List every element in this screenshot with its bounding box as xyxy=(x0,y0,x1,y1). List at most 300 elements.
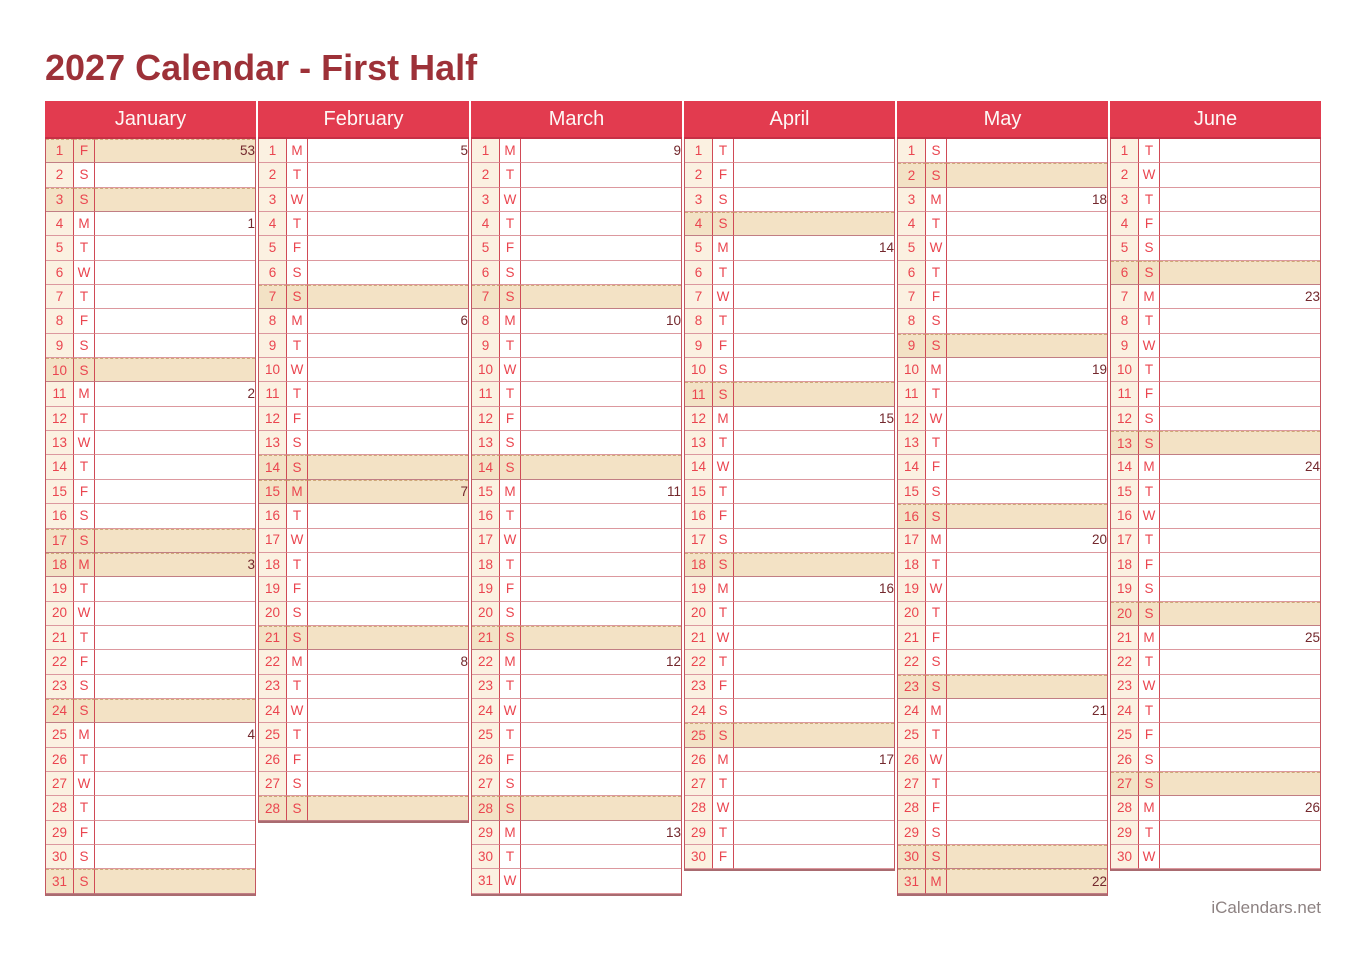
day-letter-cell: M xyxy=(1139,626,1160,650)
day-number-cell: 6 xyxy=(46,261,74,285)
day-row xyxy=(259,796,468,820)
footer-credit: iCalendars.net xyxy=(1211,898,1321,917)
day-row xyxy=(685,723,894,747)
notes-cell xyxy=(95,334,255,358)
day-number-cell: 20 xyxy=(1111,602,1139,626)
day-number-cell: 9 xyxy=(685,334,713,358)
day-number-cell: 13 xyxy=(898,431,926,455)
day-number-cell: 13 xyxy=(259,431,287,455)
day-letter-cell: T xyxy=(287,675,308,699)
day-letter-cell: F xyxy=(287,748,308,772)
day-letter-cell: M xyxy=(713,577,734,601)
notes-cell xyxy=(521,334,681,358)
day-row xyxy=(898,407,1107,431)
week-number-cell: 2 xyxy=(95,382,255,406)
day-row xyxy=(898,650,1107,674)
week-number-cell: 13 xyxy=(521,821,681,845)
day-row xyxy=(1111,407,1320,431)
day-row xyxy=(259,285,468,309)
notes-cell xyxy=(95,869,255,893)
day-row xyxy=(46,626,255,650)
day-letter-cell: W xyxy=(713,455,734,479)
notes-cell xyxy=(1160,821,1320,845)
day-number-cell: 28 xyxy=(472,796,500,820)
month-header-march: March xyxy=(471,101,682,139)
day-row xyxy=(259,431,468,455)
day-row xyxy=(472,772,681,796)
day-row xyxy=(1111,675,1320,699)
notes-cell xyxy=(1160,382,1320,406)
day-row xyxy=(46,334,255,358)
day-number-cell: 25 xyxy=(46,723,74,747)
day-row xyxy=(259,480,468,504)
day-letter-cell: M xyxy=(926,188,947,212)
notes-cell xyxy=(308,748,468,772)
day-letter-cell: T xyxy=(713,261,734,285)
notes-cell xyxy=(521,431,681,455)
day-row xyxy=(898,796,1107,820)
day-letter-cell: T xyxy=(287,382,308,406)
day-number-cell: 7 xyxy=(259,285,287,309)
day-letter-cell: S xyxy=(926,334,947,358)
day-number-cell: 16 xyxy=(685,504,713,528)
month-table-june xyxy=(1111,139,1320,869)
day-letter-cell: T xyxy=(926,382,947,406)
day-letter-cell: F xyxy=(1139,553,1160,577)
day-row xyxy=(46,382,255,406)
notes-cell xyxy=(1160,236,1320,260)
notes-cell xyxy=(521,504,681,528)
notes-cell xyxy=(95,675,255,699)
day-letter-cell: M xyxy=(74,553,95,577)
day-number-cell: 9 xyxy=(472,334,500,358)
day-letter-cell: S xyxy=(500,796,521,820)
day-letter-cell: T xyxy=(1139,358,1160,382)
day-letter-cell: S xyxy=(74,845,95,869)
notes-cell xyxy=(947,723,1107,747)
day-row xyxy=(898,553,1107,577)
day-row xyxy=(898,772,1107,796)
day-row xyxy=(46,796,255,820)
day-number-cell: 11 xyxy=(685,382,713,406)
day-letter-cell: F xyxy=(926,285,947,309)
day-letter-cell: W xyxy=(1139,163,1160,187)
notes-cell xyxy=(521,285,681,309)
notes-cell xyxy=(947,407,1107,431)
day-number-cell: 4 xyxy=(1111,212,1139,236)
month-grid-june xyxy=(1110,139,1321,871)
day-number-cell: 27 xyxy=(1111,772,1139,796)
day-number-cell: 16 xyxy=(46,504,74,528)
day-number-cell: 21 xyxy=(1111,626,1139,650)
week-number-cell: 1 xyxy=(95,212,255,236)
day-letter-cell: S xyxy=(74,675,95,699)
notes-cell xyxy=(1160,553,1320,577)
day-letter-cell: T xyxy=(287,723,308,747)
day-row xyxy=(898,602,1107,626)
day-letter-cell: M xyxy=(287,139,308,163)
day-row xyxy=(685,480,894,504)
day-row xyxy=(472,139,681,163)
notes-cell xyxy=(308,236,468,260)
day-row xyxy=(898,139,1107,163)
week-number-cell: 12 xyxy=(521,650,681,674)
day-letter-cell: M xyxy=(713,236,734,260)
month-header-january: January xyxy=(45,101,256,139)
day-row xyxy=(898,309,1107,333)
day-row xyxy=(472,407,681,431)
day-row xyxy=(46,650,255,674)
day-letter-cell: M xyxy=(926,529,947,553)
notes-cell xyxy=(947,504,1107,528)
day-letter-cell: F xyxy=(713,334,734,358)
day-row xyxy=(685,845,894,869)
day-number-cell: 16 xyxy=(1111,504,1139,528)
day-row xyxy=(685,675,894,699)
notes-cell xyxy=(95,748,255,772)
day-row xyxy=(685,236,894,260)
day-number-cell: 19 xyxy=(898,577,926,601)
day-number-cell: 13 xyxy=(46,431,74,455)
notes-cell xyxy=(947,626,1107,650)
day-letter-cell: F xyxy=(713,163,734,187)
day-number-cell: 25 xyxy=(259,723,287,747)
notes-cell xyxy=(308,577,468,601)
day-letter-cell: F xyxy=(926,626,947,650)
day-number-cell: 8 xyxy=(685,309,713,333)
week-number-cell: 15 xyxy=(734,407,894,431)
day-row xyxy=(46,723,255,747)
day-letter-cell: F xyxy=(74,309,95,333)
day-row xyxy=(472,675,681,699)
day-row xyxy=(1111,772,1320,796)
day-row xyxy=(1111,188,1320,212)
week-number-cell: 7 xyxy=(308,480,468,504)
day-row xyxy=(259,407,468,431)
day-letter-cell: S xyxy=(1139,602,1160,626)
day-letter-cell: M xyxy=(926,869,947,893)
day-row xyxy=(46,577,255,601)
day-number-cell: 29 xyxy=(472,821,500,845)
day-row xyxy=(898,504,1107,528)
day-letter-cell: T xyxy=(713,772,734,796)
week-number-cell: 20 xyxy=(947,529,1107,553)
day-row xyxy=(46,699,255,723)
day-row xyxy=(472,723,681,747)
notes-cell xyxy=(308,455,468,479)
day-letter-cell: T xyxy=(500,334,521,358)
day-number-cell: 1 xyxy=(685,139,713,163)
notes-cell xyxy=(734,212,894,236)
day-letter-cell: S xyxy=(713,553,734,577)
day-letter-cell: W xyxy=(74,431,95,455)
day-letter-cell: W xyxy=(500,358,521,382)
month-header-may: May xyxy=(897,101,1108,139)
day-row xyxy=(259,650,468,674)
notes-cell xyxy=(95,358,255,382)
day-row xyxy=(472,382,681,406)
day-letter-cell: W xyxy=(74,772,95,796)
day-row xyxy=(46,455,255,479)
day-letter-cell: S xyxy=(500,602,521,626)
day-letter-cell: S xyxy=(713,529,734,553)
day-number-cell: 7 xyxy=(472,285,500,309)
day-row xyxy=(259,188,468,212)
day-row xyxy=(259,163,468,187)
day-number-cell: 6 xyxy=(259,261,287,285)
day-letter-cell: T xyxy=(500,163,521,187)
day-letter-cell: M xyxy=(713,407,734,431)
day-number-cell: 22 xyxy=(685,650,713,674)
day-letter-cell: S xyxy=(74,163,95,187)
notes-cell xyxy=(308,285,468,309)
notes-cell xyxy=(95,188,255,212)
notes-cell xyxy=(734,796,894,820)
day-row xyxy=(46,261,255,285)
notes-cell xyxy=(1160,529,1320,553)
day-row xyxy=(685,626,894,650)
day-row xyxy=(685,358,894,382)
notes-cell xyxy=(947,675,1107,699)
day-letter-cell: T xyxy=(713,650,734,674)
day-row xyxy=(1111,358,1320,382)
day-row xyxy=(685,455,894,479)
day-row xyxy=(685,650,894,674)
day-letter-cell: F xyxy=(500,407,521,431)
day-letter-cell: T xyxy=(1139,529,1160,553)
day-number-cell: 27 xyxy=(472,772,500,796)
day-number-cell: 10 xyxy=(685,358,713,382)
notes-cell xyxy=(1160,480,1320,504)
day-letter-cell: S xyxy=(713,699,734,723)
day-number-cell: 26 xyxy=(898,748,926,772)
month-grid-may xyxy=(897,139,1108,896)
day-number-cell: 2 xyxy=(1111,163,1139,187)
notes-cell xyxy=(734,455,894,479)
day-letter-cell: S xyxy=(500,626,521,650)
day-letter-cell: T xyxy=(1139,139,1160,163)
day-number-cell: 8 xyxy=(1111,309,1139,333)
notes-cell xyxy=(947,431,1107,455)
day-letter-cell: F xyxy=(500,577,521,601)
notes-cell xyxy=(1160,334,1320,358)
week-number-cell: 4 xyxy=(95,723,255,747)
day-letter-cell: W xyxy=(926,748,947,772)
day-row xyxy=(685,139,894,163)
day-letter-cell: T xyxy=(500,553,521,577)
notes-cell xyxy=(947,455,1107,479)
day-number-cell: 3 xyxy=(259,188,287,212)
month-column-march xyxy=(471,101,682,896)
day-letter-cell: S xyxy=(1139,261,1160,285)
day-row xyxy=(259,529,468,553)
day-number-cell: 4 xyxy=(898,212,926,236)
day-row xyxy=(472,577,681,601)
day-number-cell: 13 xyxy=(1111,431,1139,455)
day-letter-cell: T xyxy=(1139,699,1160,723)
day-number-cell: 23 xyxy=(898,675,926,699)
day-row xyxy=(898,236,1107,260)
day-number-cell: 21 xyxy=(259,626,287,650)
day-row xyxy=(685,699,894,723)
day-row xyxy=(1111,139,1320,163)
day-number-cell: 5 xyxy=(685,236,713,260)
day-number-cell: 11 xyxy=(259,382,287,406)
day-letter-cell: S xyxy=(74,504,95,528)
day-letter-cell: S xyxy=(1139,748,1160,772)
day-letter-cell: T xyxy=(287,334,308,358)
notes-cell xyxy=(947,845,1107,869)
day-row xyxy=(898,845,1107,869)
day-number-cell: 7 xyxy=(1111,285,1139,309)
day-row xyxy=(685,309,894,333)
day-number-cell: 22 xyxy=(259,650,287,674)
day-row xyxy=(1111,212,1320,236)
week-number-cell: 17 xyxy=(734,748,894,772)
notes-cell xyxy=(521,212,681,236)
day-number-cell: 28 xyxy=(685,796,713,820)
day-letter-cell: T xyxy=(1139,188,1160,212)
day-row xyxy=(46,772,255,796)
day-number-cell: 12 xyxy=(685,407,713,431)
day-number-cell: 12 xyxy=(1111,407,1139,431)
notes-cell xyxy=(308,553,468,577)
day-number-cell: 25 xyxy=(685,723,713,747)
notes-cell xyxy=(1160,358,1320,382)
day-row xyxy=(472,261,681,285)
notes-cell xyxy=(947,261,1107,285)
notes-cell xyxy=(308,163,468,187)
week-number-cell: 9 xyxy=(521,139,681,163)
day-number-cell: 10 xyxy=(898,358,926,382)
notes-cell xyxy=(95,699,255,723)
day-number-cell: 6 xyxy=(898,261,926,285)
day-row xyxy=(898,163,1107,187)
day-row xyxy=(1111,699,1320,723)
month-table-january xyxy=(46,139,255,894)
notes-cell xyxy=(1160,504,1320,528)
month-table-may xyxy=(898,139,1107,894)
day-row xyxy=(46,529,255,553)
notes-cell xyxy=(734,504,894,528)
day-row xyxy=(472,188,681,212)
day-row xyxy=(259,626,468,650)
notes-cell xyxy=(308,626,468,650)
day-letter-cell: S xyxy=(926,821,947,845)
day-row xyxy=(685,748,894,772)
day-letter-cell: F xyxy=(1139,212,1160,236)
day-number-cell: 12 xyxy=(472,407,500,431)
day-letter-cell: T xyxy=(926,602,947,626)
day-letter-cell: M xyxy=(74,723,95,747)
month-column-june xyxy=(1110,101,1321,871)
notes-cell xyxy=(734,772,894,796)
day-number-cell: 30 xyxy=(898,845,926,869)
day-letter-cell: S xyxy=(74,334,95,358)
day-number-cell: 4 xyxy=(259,212,287,236)
day-number-cell: 21 xyxy=(46,626,74,650)
day-letter-cell: T xyxy=(500,504,521,528)
day-number-cell: 29 xyxy=(685,821,713,845)
day-letter-cell: S xyxy=(287,772,308,796)
day-row xyxy=(898,480,1107,504)
day-letter-cell: M xyxy=(500,650,521,674)
day-number-cell: 5 xyxy=(472,236,500,260)
day-letter-cell: T xyxy=(74,455,95,479)
week-number-cell: 25 xyxy=(1160,626,1320,650)
day-letter-cell: F xyxy=(287,407,308,431)
day-row xyxy=(472,309,681,333)
day-row xyxy=(259,553,468,577)
day-number-cell: 19 xyxy=(46,577,74,601)
day-number-cell: 19 xyxy=(259,577,287,601)
day-number-cell: 4 xyxy=(472,212,500,236)
day-number-cell: 28 xyxy=(898,796,926,820)
week-number-cell: 11 xyxy=(521,480,681,504)
day-number-cell: 24 xyxy=(898,699,926,723)
day-number-cell: 29 xyxy=(898,821,926,845)
notes-cell xyxy=(95,455,255,479)
day-number-cell: 3 xyxy=(46,188,74,212)
day-number-cell: 14 xyxy=(1111,455,1139,479)
day-row xyxy=(898,577,1107,601)
day-letter-cell: S xyxy=(713,188,734,212)
day-letter-cell: W xyxy=(1139,334,1160,358)
day-number-cell: 31 xyxy=(46,869,74,893)
day-number-cell: 21 xyxy=(685,626,713,650)
notes-cell xyxy=(95,285,255,309)
day-row xyxy=(1111,529,1320,553)
notes-cell xyxy=(947,821,1107,845)
month-header-february: February xyxy=(258,101,469,139)
day-number-cell: 14 xyxy=(259,455,287,479)
notes-cell xyxy=(1160,675,1320,699)
day-number-cell: 10 xyxy=(46,358,74,382)
day-number-cell: 30 xyxy=(46,845,74,869)
day-letter-cell: F xyxy=(74,480,95,504)
notes-cell xyxy=(521,602,681,626)
month-grid-march xyxy=(471,139,682,896)
day-letter-cell: T xyxy=(713,139,734,163)
week-number-cell: 3 xyxy=(95,553,255,577)
day-row xyxy=(472,480,681,504)
day-letter-cell: W xyxy=(926,577,947,601)
notes-cell xyxy=(734,309,894,333)
day-row xyxy=(259,748,468,772)
day-row xyxy=(472,626,681,650)
day-letter-cell: T xyxy=(500,723,521,747)
day-number-cell: 27 xyxy=(898,772,926,796)
notes-cell xyxy=(521,553,681,577)
day-number-cell: 12 xyxy=(898,407,926,431)
day-number-cell: 11 xyxy=(1111,382,1139,406)
notes-cell xyxy=(947,309,1107,333)
notes-cell xyxy=(1160,845,1320,869)
day-row xyxy=(685,188,894,212)
day-row xyxy=(1111,431,1320,455)
day-row xyxy=(1111,650,1320,674)
notes-cell xyxy=(308,723,468,747)
day-number-cell: 5 xyxy=(1111,236,1139,260)
day-row xyxy=(685,796,894,820)
day-row xyxy=(685,821,894,845)
month-table-february xyxy=(259,139,468,821)
day-row xyxy=(1111,626,1320,650)
day-row xyxy=(46,212,255,236)
day-row xyxy=(898,188,1107,212)
day-row xyxy=(259,382,468,406)
day-letter-cell: W xyxy=(1139,504,1160,528)
